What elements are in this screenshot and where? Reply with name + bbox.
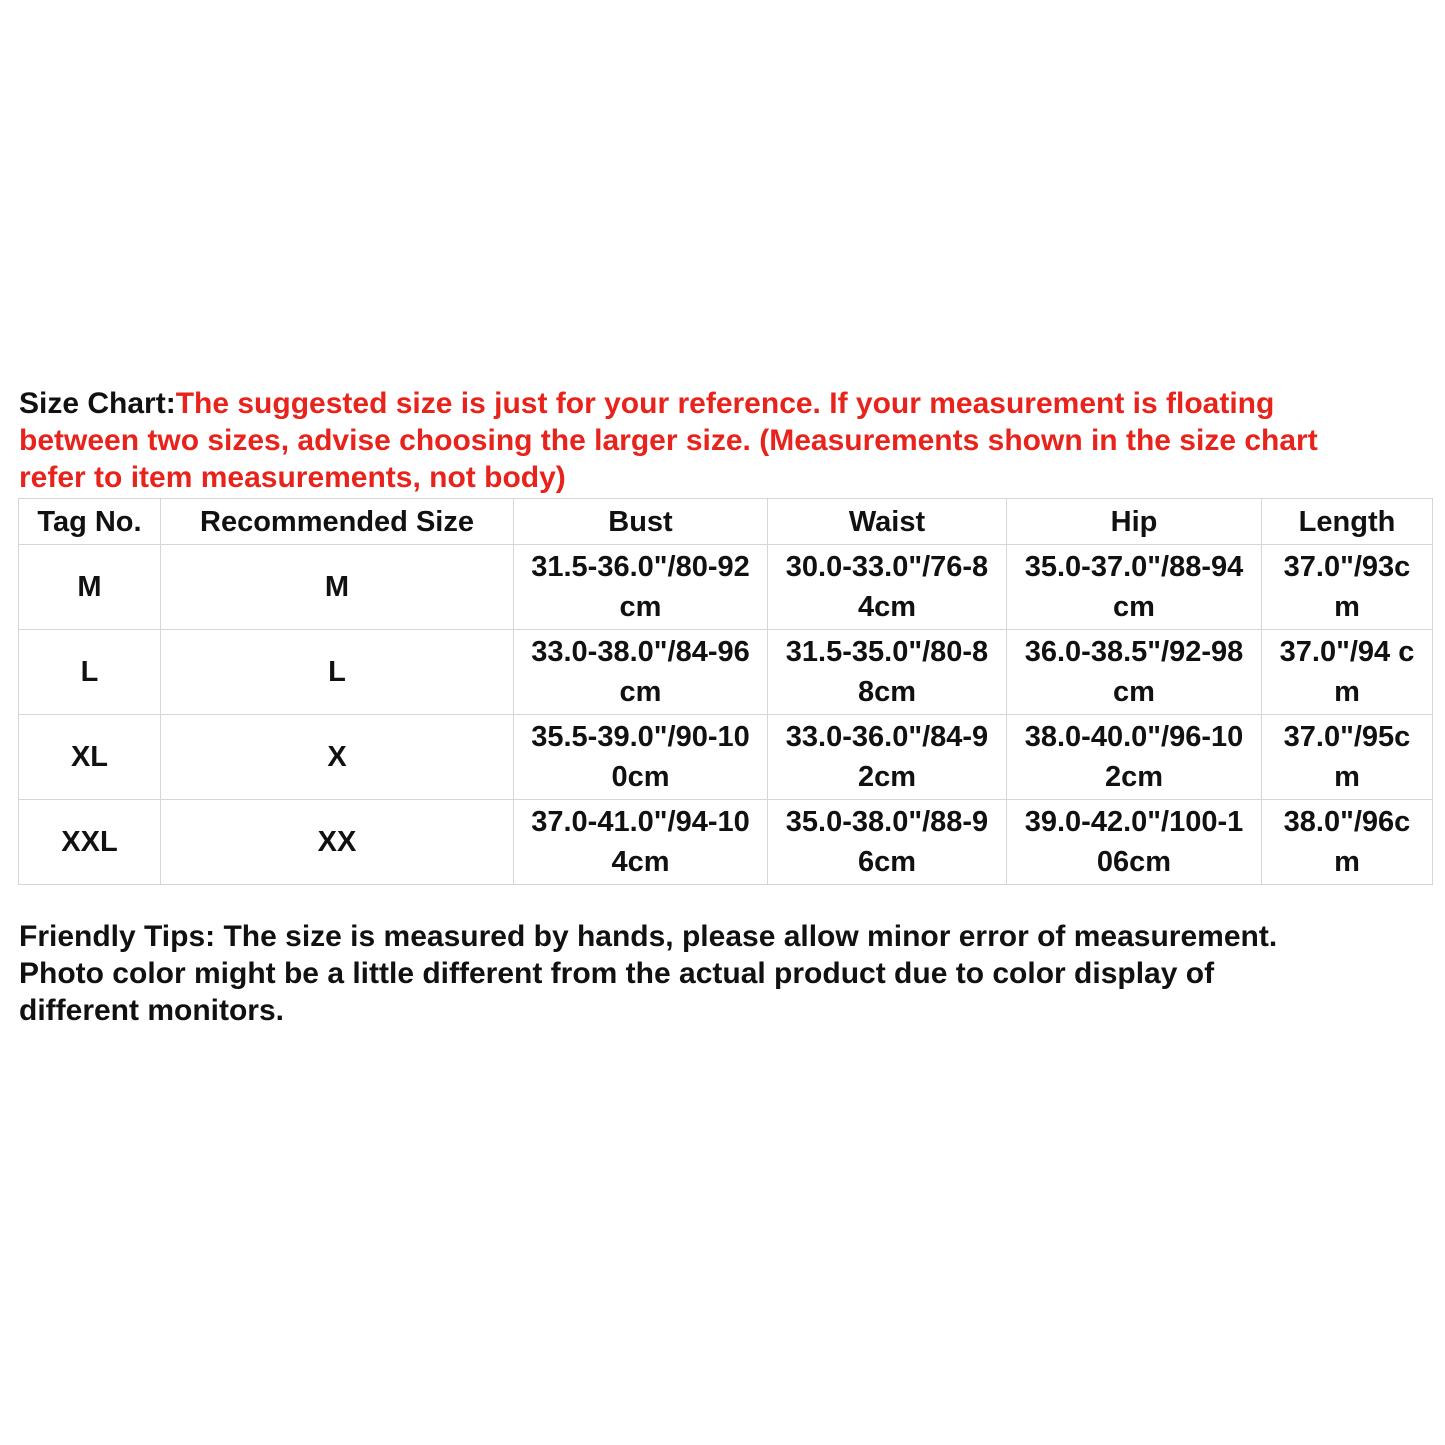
waist-cell [768,800,1007,885]
length-cell [1262,800,1433,885]
bust-line-2: 4cm [611,846,670,878]
waist-cell [768,715,1007,800]
length-line-2: m [1334,846,1360,878]
size-notice-line-3: refer to item measurements, not body) [19,461,566,494]
header-hip: Hip [1007,499,1262,545]
length-line-2: m [1334,676,1360,708]
length-line-1: 37.0"/93c [1283,551,1411,583]
waist-line-1: 30.0-33.0"/76-8 [785,551,989,583]
length-cell [1262,545,1433,630]
length-line-1: 38.0"/96c [1283,806,1411,838]
waist-line-1: 35.0-38.0"/88-9 [785,806,989,838]
hip-cell [1007,630,1262,715]
intro-line-1 [19,385,1429,422]
bust-cell [514,800,768,885]
waist-line-1: 33.0-36.0"/84-9 [785,721,989,753]
tag-cell: XXL [19,800,161,885]
bust-line-2: cm [619,591,662,623]
friendly-tips [19,918,1429,1029]
tag-cell: M [19,545,161,630]
size-chart-table [18,498,1433,885]
hip-cell [1007,715,1262,800]
bust-cell [514,630,768,715]
table-header-row [19,499,1433,545]
hip-line-2: cm [1113,676,1155,708]
hip-cell [1007,545,1262,630]
bust-line-1: 35.5-39.0"/90-10 [531,721,750,753]
waist-line-1: 31.5-35.0"/80-8 [785,636,989,668]
size-chart-label: Size Chart: [19,387,176,420]
length-cell [1262,715,1433,800]
bust-line-1: 31.5-36.0"/80-92 [531,551,750,583]
size-notice-line-1: The suggested size is just for your reference. If your measurement is floating [175,387,1275,420]
table-row [19,630,1433,715]
header-length: Length [1262,499,1433,545]
hip-line-2: cm [1113,591,1155,623]
waist-cell [768,545,1007,630]
table-row [19,545,1433,630]
size-notice-line-2: between two sizes, advise choosing the larger size. (Measurements shown in the size chart [19,424,1318,457]
tag-cell: XL [19,715,161,800]
recommended-size-cell: XX [161,800,514,885]
waist-line-2: 2cm [857,761,917,793]
length-cell [1262,630,1433,715]
recommended-size-cell: X [161,715,514,800]
bust-line-1: 33.0-38.0"/84-96 [531,636,750,668]
hip-line-1: 35.0-37.0"/88-94 [1024,551,1244,583]
bust-line-2: cm [619,676,662,708]
header-bust: Bust [514,499,768,545]
table-row [19,715,1433,800]
hip-line-1: 38.0-40.0"/96-10 [1024,721,1244,753]
hip-cell [1007,800,1262,885]
hip-line-2: 06cm [1096,846,1172,878]
tag-cell: L [19,630,161,715]
header-tag-no: Tag No. [19,499,161,545]
waist-line-2: 6cm [857,846,917,878]
recommended-size-cell: L [161,630,514,715]
header-recommended-size: Recommended Size [161,499,514,545]
hip-line-2: 2cm [1104,761,1164,793]
length-line-2: m [1334,591,1360,623]
bust-cell [514,545,768,630]
length-line-1: 37.0"/94 c [1279,636,1415,668]
tips-line-1: Friendly Tips: The size is measured by hands, please allow minor error of measurement. [19,920,1278,953]
tips-line-2: Photo color might be a little different from the actual product due to color display of [19,957,1215,990]
bust-line-1: 37.0-41.0"/94-10 [531,806,750,838]
hip-line-1: 36.0-38.5"/92-98 [1024,636,1244,668]
recommended-size-cell: M [161,545,514,630]
hip-line-1: 39.0-42.0"/100-1 [1024,806,1244,838]
length-line-1: 37.0"/95c [1283,721,1411,753]
table-row [19,800,1433,885]
tips-line-3: different monitors. [19,994,285,1027]
waist-cell [768,630,1007,715]
bust-line-2: 0cm [611,761,670,793]
waist-line-2: 8cm [857,676,917,708]
length-line-2: m [1334,761,1360,793]
bust-cell [514,715,768,800]
size-chart-intro [19,385,1429,496]
header-waist: Waist [768,499,1007,545]
waist-line-2: 4cm [857,591,917,623]
